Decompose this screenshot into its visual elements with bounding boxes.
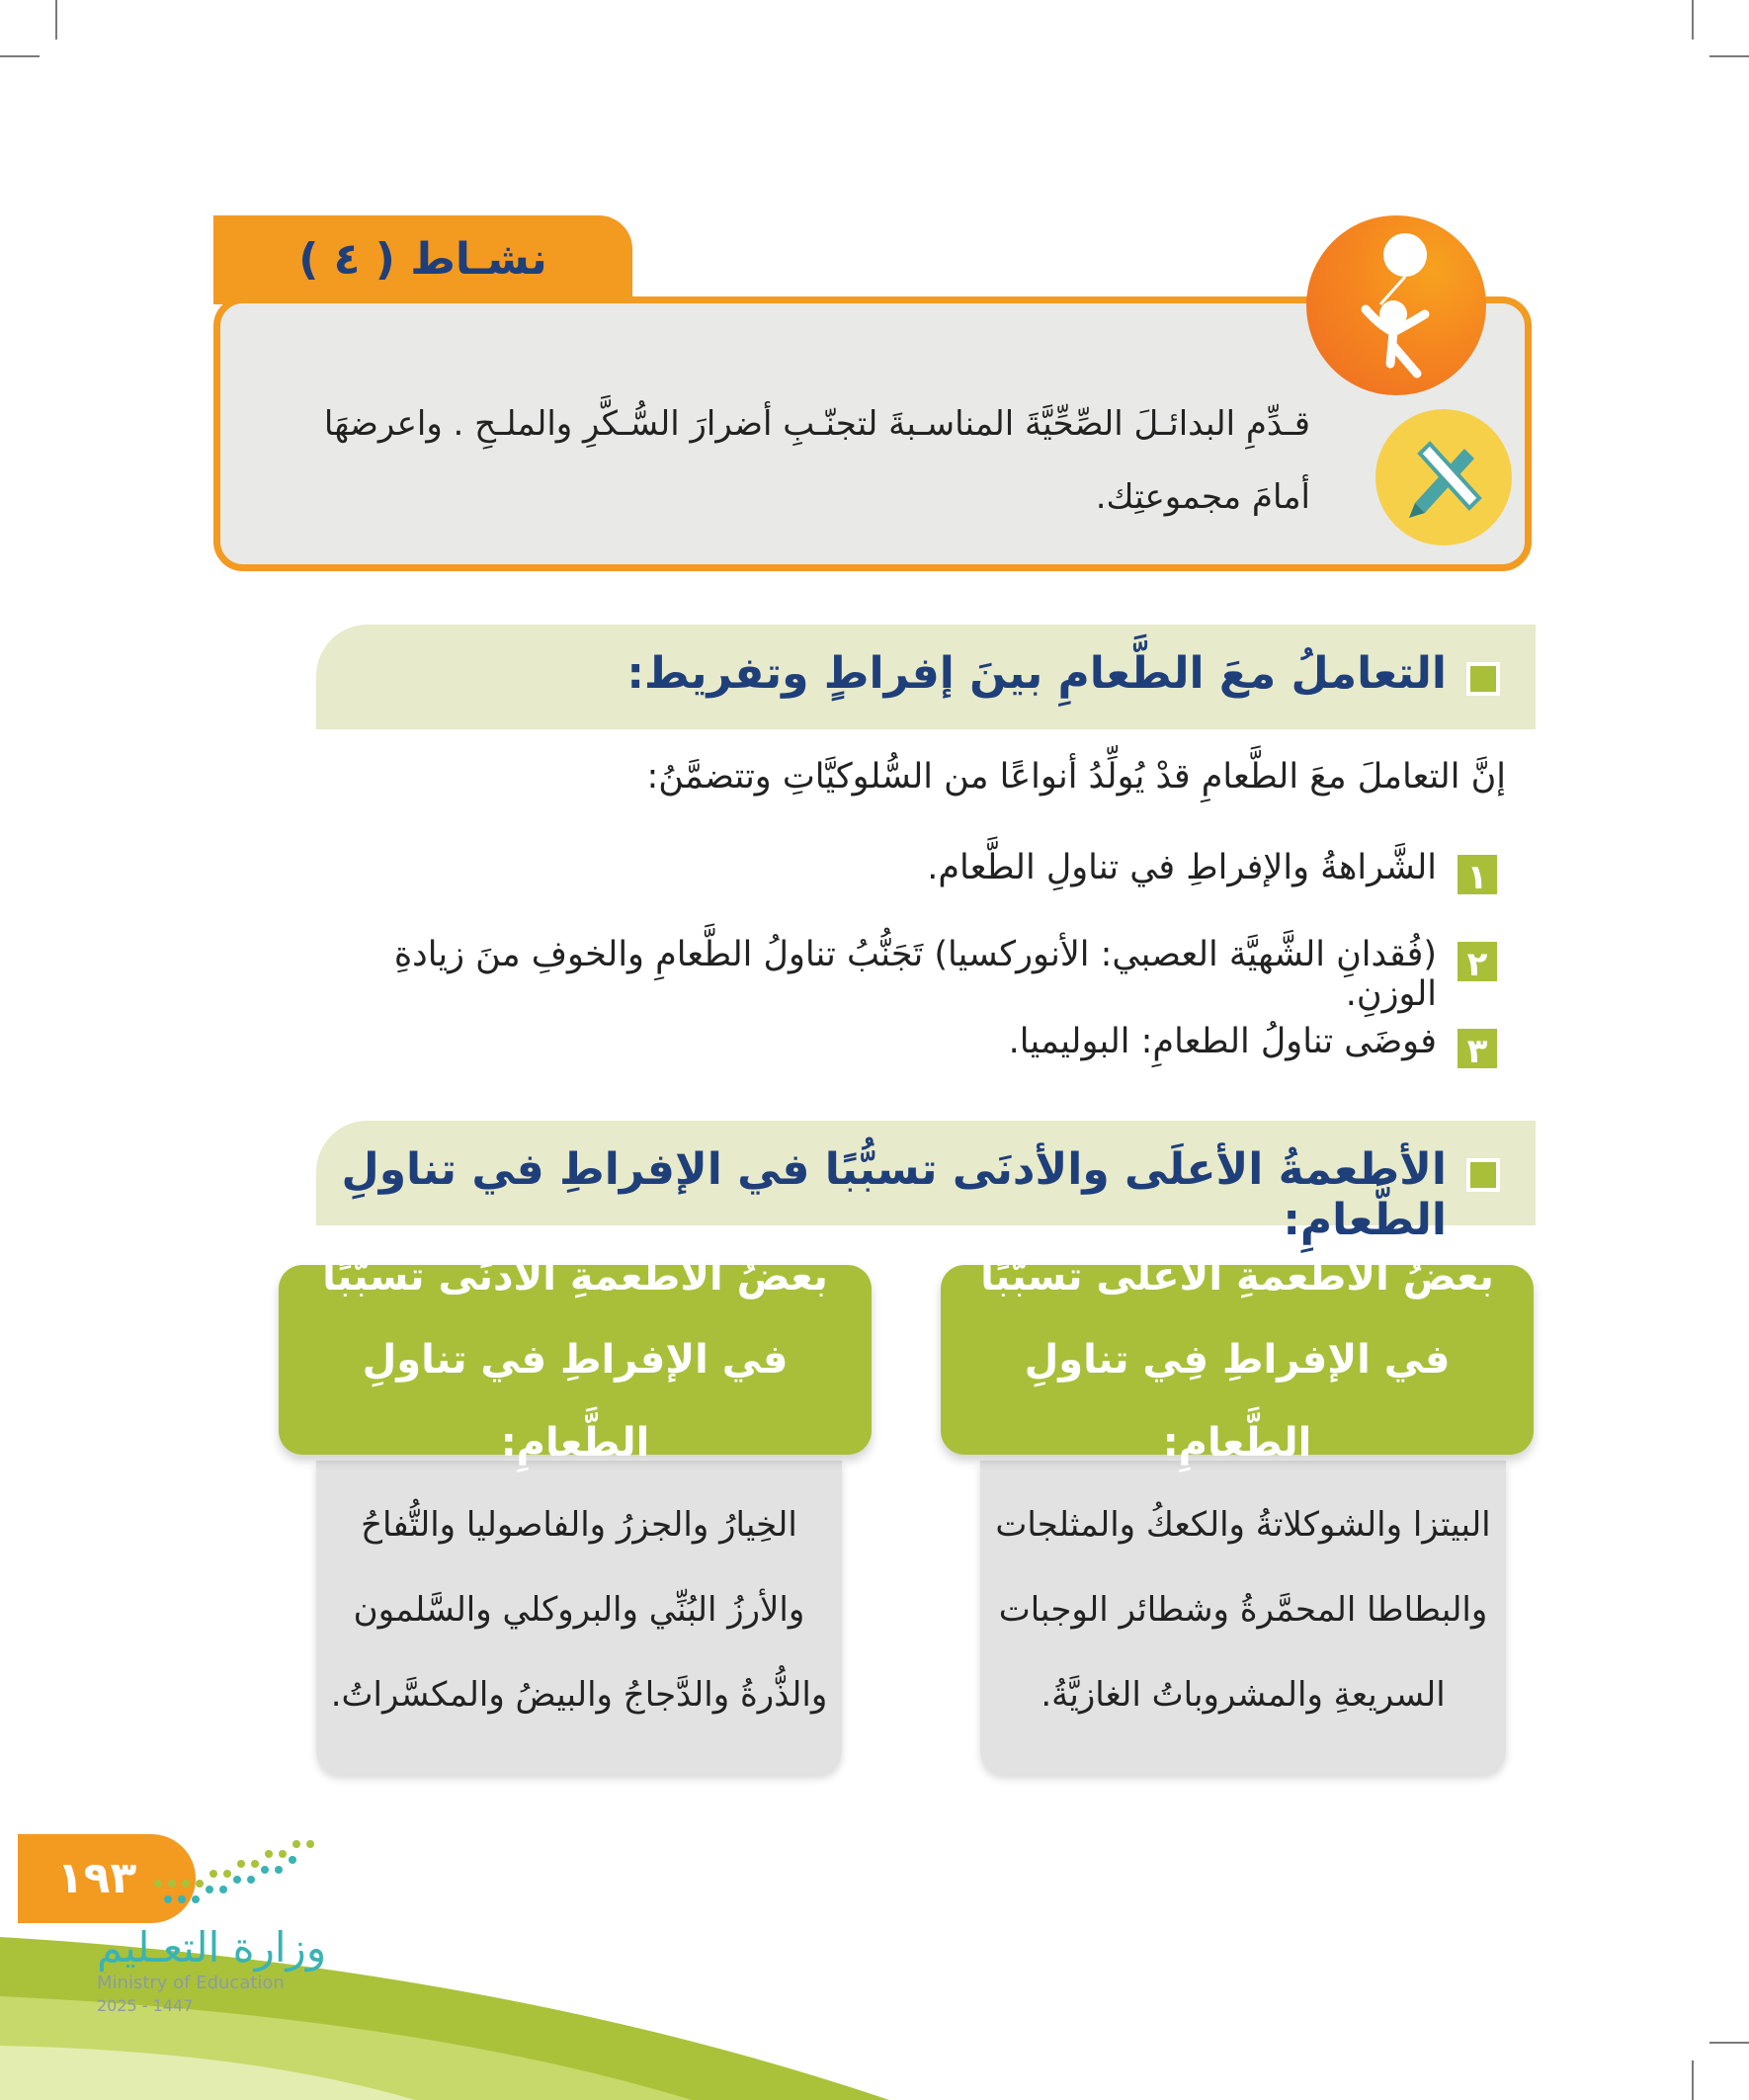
child-balloon-icon	[1306, 215, 1486, 395]
item-number: ٢	[1455, 939, 1500, 984]
section-title: الأطعمةُ الأعلَى والأدنَى تسبُّبًا في الإفراطِ في تناولِ الطَّعامِ:	[341, 1144, 1447, 1245]
pencil-ruler-icon	[1375, 409, 1512, 546]
card-line: البيتزا والشوكلاتةُ والكعكُ والمثلجات	[995, 1505, 1491, 1545]
ministry-name-ar: وزارة التعـليم	[97, 1923, 327, 1972]
activity-badge	[1306, 215, 1486, 395]
card-line: والبطاطا المحمَّرةُ وشطائر الوجبات	[998, 1590, 1488, 1630]
section-intro: إنَّ التعاملَ معَ الطَّعامِ قدْ يُولِّدُ أنواعًا من السُّلوكيَّاتِ وتتضمَّنُ:	[646, 757, 1506, 797]
card-text-high	[980, 1482, 1506, 1737]
section-bullet	[1466, 1158, 1500, 1192]
crop-mark	[0, 55, 40, 57]
ministry-name-en: Ministry of Education	[97, 1973, 285, 1993]
crop-mark	[1692, 0, 1694, 40]
card-title-high: بعضُ الأطعمةِ الأعلَى تسبُّبًا في الإفراطِ فِي تناولِ الطَّعامِ:	[980, 1254, 1494, 1466]
item-number: ٣	[1455, 1026, 1500, 1071]
card-line: والذُّرةُ والدَّجاجُ والبيضُ والمكسَّراتُ.	[330, 1675, 828, 1715]
card-line: السريعةِ والمشروباتُ الغازيَّةُ.	[1041, 1675, 1446, 1715]
crop-mark	[55, 0, 57, 40]
section-title: التعاملُ معَ الطَّعامِ بينَ إفراطٍ وتفريط:	[626, 648, 1447, 699]
card-text-low	[316, 1482, 842, 1737]
activity-text: قـدِّمِ البدائـلَ الصِّحِّيَّةَ المناسـبةَ لتجنّـبِ أضرارَ السُّـكَّرِ والملـحِ . واعرضهَا أمامَ مجموعتِك.	[323, 404, 1310, 517]
list-item: الشَّراهةُ والإفراطِ في تناولِ الطَّعام.	[927, 848, 1437, 887]
list-item: فوضَى تناولُ الطعامِ: البوليميا.	[1008, 1022, 1437, 1061]
page-number: ١٩٣	[56, 1853, 137, 1903]
ministry-year: 2025 - 1447	[97, 1996, 194, 2015]
ministry-logo-dots-icon	[138, 1834, 316, 1913]
card-title-low: بعضُ الأطعمةِ الأدنَى تسبُّبًا في الإفراطِ في تناولِ الطَّعامِ:	[322, 1254, 828, 1466]
card-line: الخِيارُ والجزرُ والفاصوليا والتُّفاحُ	[361, 1505, 797, 1545]
section-bullet	[1466, 662, 1500, 696]
activity-title: نشـاط ( ٤ )	[298, 234, 547, 285]
card-header-high	[941, 1254, 1534, 1466]
item-number: ١	[1455, 852, 1500, 897]
crop-mark	[1709, 55, 1749, 57]
card-line: والأرزُ البُنِّي والبروكلي والسَّلمون	[353, 1590, 805, 1630]
card-header-low	[279, 1254, 872, 1466]
list-item: (فُقدانِ الشَّهيَّة العصبي: الأنوركسيا) تَجَنُّبُ تناولُ الطَّعامِ والخوفِ منَ زيادةِ الوزنِ.	[393, 935, 1437, 1014]
